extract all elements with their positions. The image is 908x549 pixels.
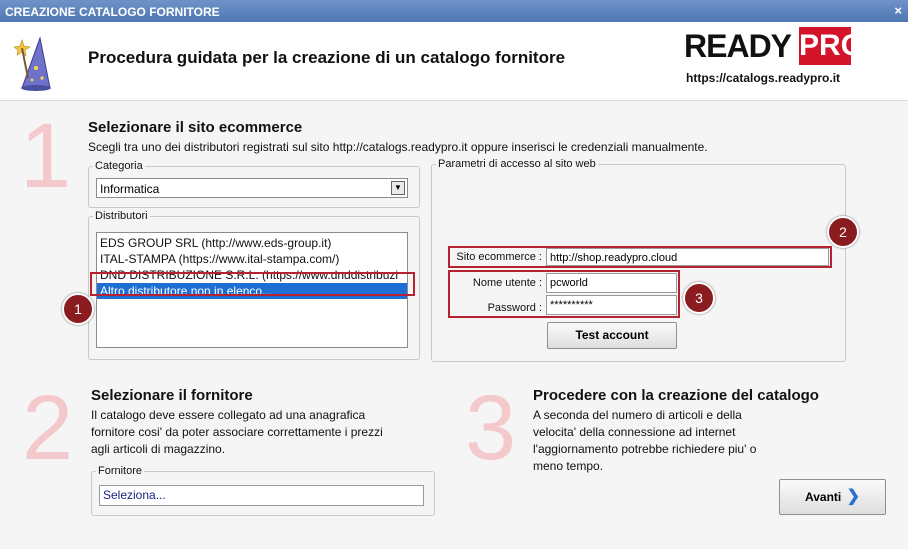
step2-description-line: agli articoli di magazzino. xyxy=(91,442,226,456)
logo-ready-text: READY xyxy=(684,28,792,64)
step2-description-line: Il catalogo deve essere collegato ad una anagrafica xyxy=(91,408,366,422)
test-account-button[interactable]: Test account xyxy=(547,322,677,349)
window-titlebar xyxy=(0,0,908,22)
page-title: Procedura guidata per la creazione di un catalogo fornitore xyxy=(88,48,566,67)
step2-description-line: fornitore cosi' da poter associare correttamente i prezzi xyxy=(91,425,383,439)
supplier-legend: Fornitore xyxy=(98,465,143,477)
category-value: Informatica xyxy=(100,182,160,196)
category-legend: Categoria xyxy=(95,160,143,172)
step2-number: 2 xyxy=(22,377,74,479)
next-button-label: Avanti xyxy=(805,490,842,504)
site-url-field[interactable]: http://shop.readypro.cloud xyxy=(546,248,829,266)
password-field[interactable]: ********** xyxy=(546,295,677,315)
list-item-selected[interactable]: Altro distributore non in elenco... xyxy=(97,283,407,299)
supplier-field[interactable]: Seleziona... xyxy=(99,485,424,506)
step3-description-line: meno tempo. xyxy=(533,459,604,473)
step3-description-line: l'aggiornamento potrebbe richiedere piu' o xyxy=(533,442,757,456)
list-item[interactable]: DND DISTRIBUZIONE S.R.L. (https://www.dnddistribuzi xyxy=(100,268,399,282)
step1-heading: Selezionare il sito ecommerce xyxy=(88,119,303,136)
callout-badge-2: 2 xyxy=(827,216,859,248)
step1-number: 1 xyxy=(20,105,72,207)
chevron-right-icon: ❯ xyxy=(846,488,860,505)
step3-number: 3 xyxy=(465,377,517,479)
step3-description-line: A seconda del numero di articoli e della xyxy=(533,408,742,422)
username-field[interactable]: pcworld xyxy=(546,273,677,293)
list-item[interactable]: EDS GROUP SRL (http://www.eds-group.it) xyxy=(100,236,332,250)
username-label: Nome utente : xyxy=(472,277,542,289)
password-label: Password : xyxy=(487,302,542,314)
chevron-down-icon[interactable]: ▼ xyxy=(391,181,405,195)
highlight-box-1 xyxy=(90,272,415,296)
logo-url: https://catalogs.readypro.it xyxy=(686,71,841,85)
step3-heading: Procedere con la creazione del catalogo xyxy=(533,387,819,404)
access-legend: Parametri di accesso al sito web xyxy=(438,158,596,170)
site-label: Sito ecommerce : xyxy=(456,251,542,263)
step3-description-line: velocita' della connessione ad internet xyxy=(533,425,736,439)
step1-description: Scegli tra uno dei distributori registrati sul sito http://catalogs.readypro.it oppure inserisci le credenziali manualmente. xyxy=(88,140,708,154)
category-select[interactable] xyxy=(96,178,408,198)
logo-pro-text: PRO xyxy=(799,27,851,65)
next-button[interactable] xyxy=(779,479,886,515)
wizard-icon xyxy=(14,28,58,92)
window-title: CREAZIONE CATALOGO FORNITORE xyxy=(5,5,220,19)
close-icon[interactable]: × xyxy=(894,3,902,18)
list-item[interactable]: ITAL-STAMPA (https://www.ital-stampa.com/) xyxy=(100,252,340,266)
callout-badge-1: 1 xyxy=(62,293,94,325)
callout-badge-3: 3 xyxy=(683,282,715,314)
distributors-legend: Distributori xyxy=(95,210,148,222)
step2-heading: Selezionare il fornitore xyxy=(91,387,253,404)
